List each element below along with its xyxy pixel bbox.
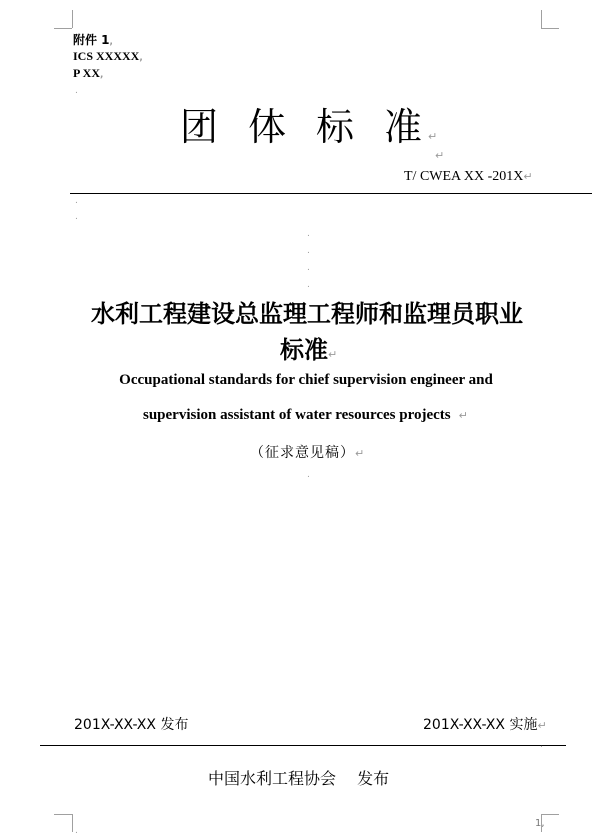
publisher: 中国水利工程协会 发布 [208, 769, 390, 788]
banner-char: 标 [316, 105, 355, 149]
ics-text: ICS XXXXX [73, 49, 140, 63]
banner-char: 准 [384, 105, 423, 149]
implement-date-text: 201X-XX-XX 实施 [423, 717, 538, 733]
header-rule [70, 193, 592, 194]
title-en-line1: Occupational standards for chief supervision engineer and [119, 372, 493, 388]
implement-date [423, 714, 547, 734]
small-mark: , [139, 53, 143, 63]
crop-mark-top-right-h [541, 28, 559, 29]
empty-paragraph-mark: . [540, 740, 543, 750]
ics-code [73, 49, 143, 64]
empty-paragraph-mark: . [307, 470, 310, 480]
title-zh-line1: 水利工程建设总监理工程师和监理员职业 [91, 300, 523, 328]
standard-number [404, 169, 533, 185]
crop-mark-top-left-h [54, 28, 72, 29]
paragraph-mark: ↵ [458, 409, 468, 422]
footer-rule [40, 745, 566, 746]
empty-paragraph-mark: . [75, 196, 78, 206]
crop-mark-bottom-right-h [541, 814, 559, 815]
paragraph-mark: ↵ [435, 149, 445, 162]
empty-paragraph-mark: . [307, 263, 310, 273]
draft-note-text: （征求意见稿） [250, 445, 355, 461]
page-number [535, 818, 545, 829]
small-mark: , [541, 818, 545, 829]
empty-paragraph-mark: . [75, 212, 78, 222]
empty-paragraph-mark: . [75, 86, 78, 96]
crop-mark-bottom-left-h [54, 814, 72, 815]
empty-paragraph-mark: . [307, 280, 310, 290]
crop-mark-top-right-v [541, 10, 542, 28]
paragraph-mark: ↵ [328, 348, 338, 361]
standard-number-text: T/ CWEA XX -201X [404, 169, 524, 184]
small-mark: , [100, 70, 104, 80]
empty-paragraph-mark: . [307, 229, 310, 239]
small-mark: , [109, 37, 113, 47]
attachment-text: 附件 1 [73, 33, 110, 47]
crop-mark-bottom-left-v [72, 814, 73, 832]
banner-char: 团 [180, 105, 219, 149]
empty-paragraph-mark: . [75, 826, 78, 836]
publish-date: 201X-XX-XX 发布 [74, 717, 189, 733]
standard-type-banner [180, 96, 437, 151]
title-en-line2-text: supervision assistant of water resources projects [143, 407, 451, 423]
paragraph-mark: ↵ [523, 170, 533, 183]
title-zh-line2 [280, 330, 337, 365]
p-code-text: P XX [73, 66, 100, 80]
crop-mark-top-left-v [72, 10, 73, 28]
empty-paragraph-mark: . [307, 246, 310, 256]
attachment-label [73, 31, 113, 48]
draft-note [250, 442, 365, 462]
paragraph-mark: ↵ [355, 447, 366, 460]
page-number-text: 1 [535, 818, 542, 829]
banner-char: 体 [248, 105, 287, 149]
paragraph-mark: ↵ [537, 719, 547, 732]
paragraph-mark: ↵ [428, 130, 438, 143]
p-code [73, 66, 103, 81]
title-zh-line2-text: 标准 [280, 336, 328, 364]
title-en-line2 [143, 407, 468, 424]
